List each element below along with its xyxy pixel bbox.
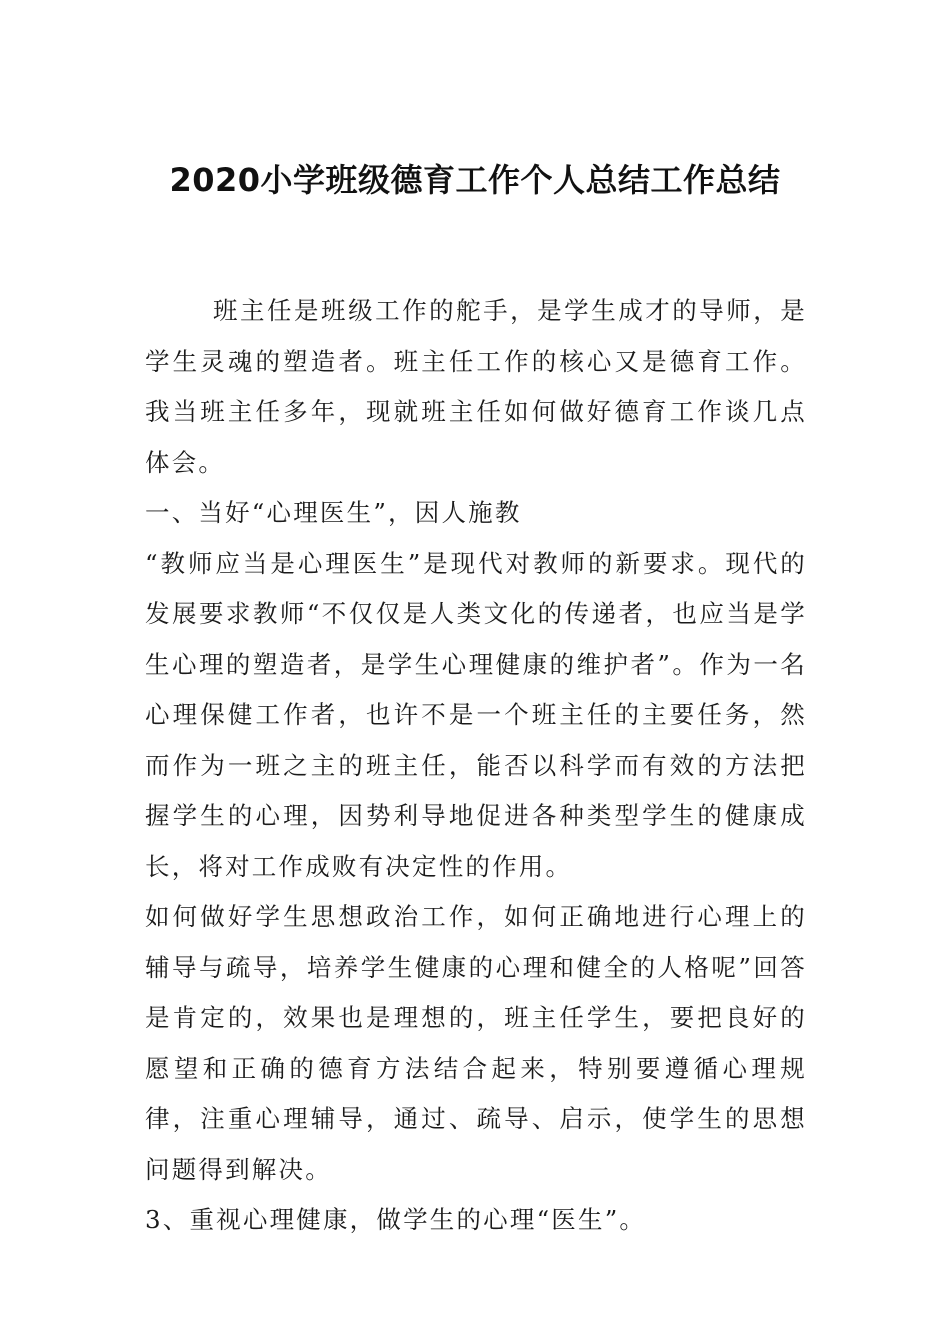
document-title: 2020小学班级德育工作个人总结工作总结 (169, 161, 781, 199)
numbered-item: 3、重视心理健康，做学生的心理“医生”。 (145, 1205, 647, 1234)
document-body (145, 286, 807, 1246)
intro-paragraph: 班主任是班级工作的舵手，是学生成才的导师，是学生灵魂的塑造者。班主任工作的核心又是德育工作。我当班主任多年，现就班主任如何做好德育工作谈几点体会。 (145, 296, 807, 477)
section-heading: 一、当好“心理医生”，因人施教 (145, 498, 522, 527)
body-paragraph: 如何做好学生思想政治工作，如何正确地进行心理上的辅导与疏导，培养学生健康的心理和健全的人格呢”回答是肯定的，效果也是理想的，班主任学生，要把良好的愿望和正确的德育方法结合起来，特别要遵循心理规律，注重心理辅导，通过、疏导、启示，使学生的思想问题得到解决。 (145, 902, 807, 1184)
body-paragraph: “教师应当是心理医生”是现代对教师的新要求。现代的发展要求教师“不仅仅是人类文化的传递者，也应当是学生心理的塑造者，是学生心理健康的维护者”。作为一名心理保健工作者，也许不是一个班主任的主要任务，然而作为一班之主的班主任，能否以科学而有效的方法把握学生的心理，因势利导地促进各种类型学生的健康成长，将对工作成败有决定性的作用。 (145, 548, 807, 881)
